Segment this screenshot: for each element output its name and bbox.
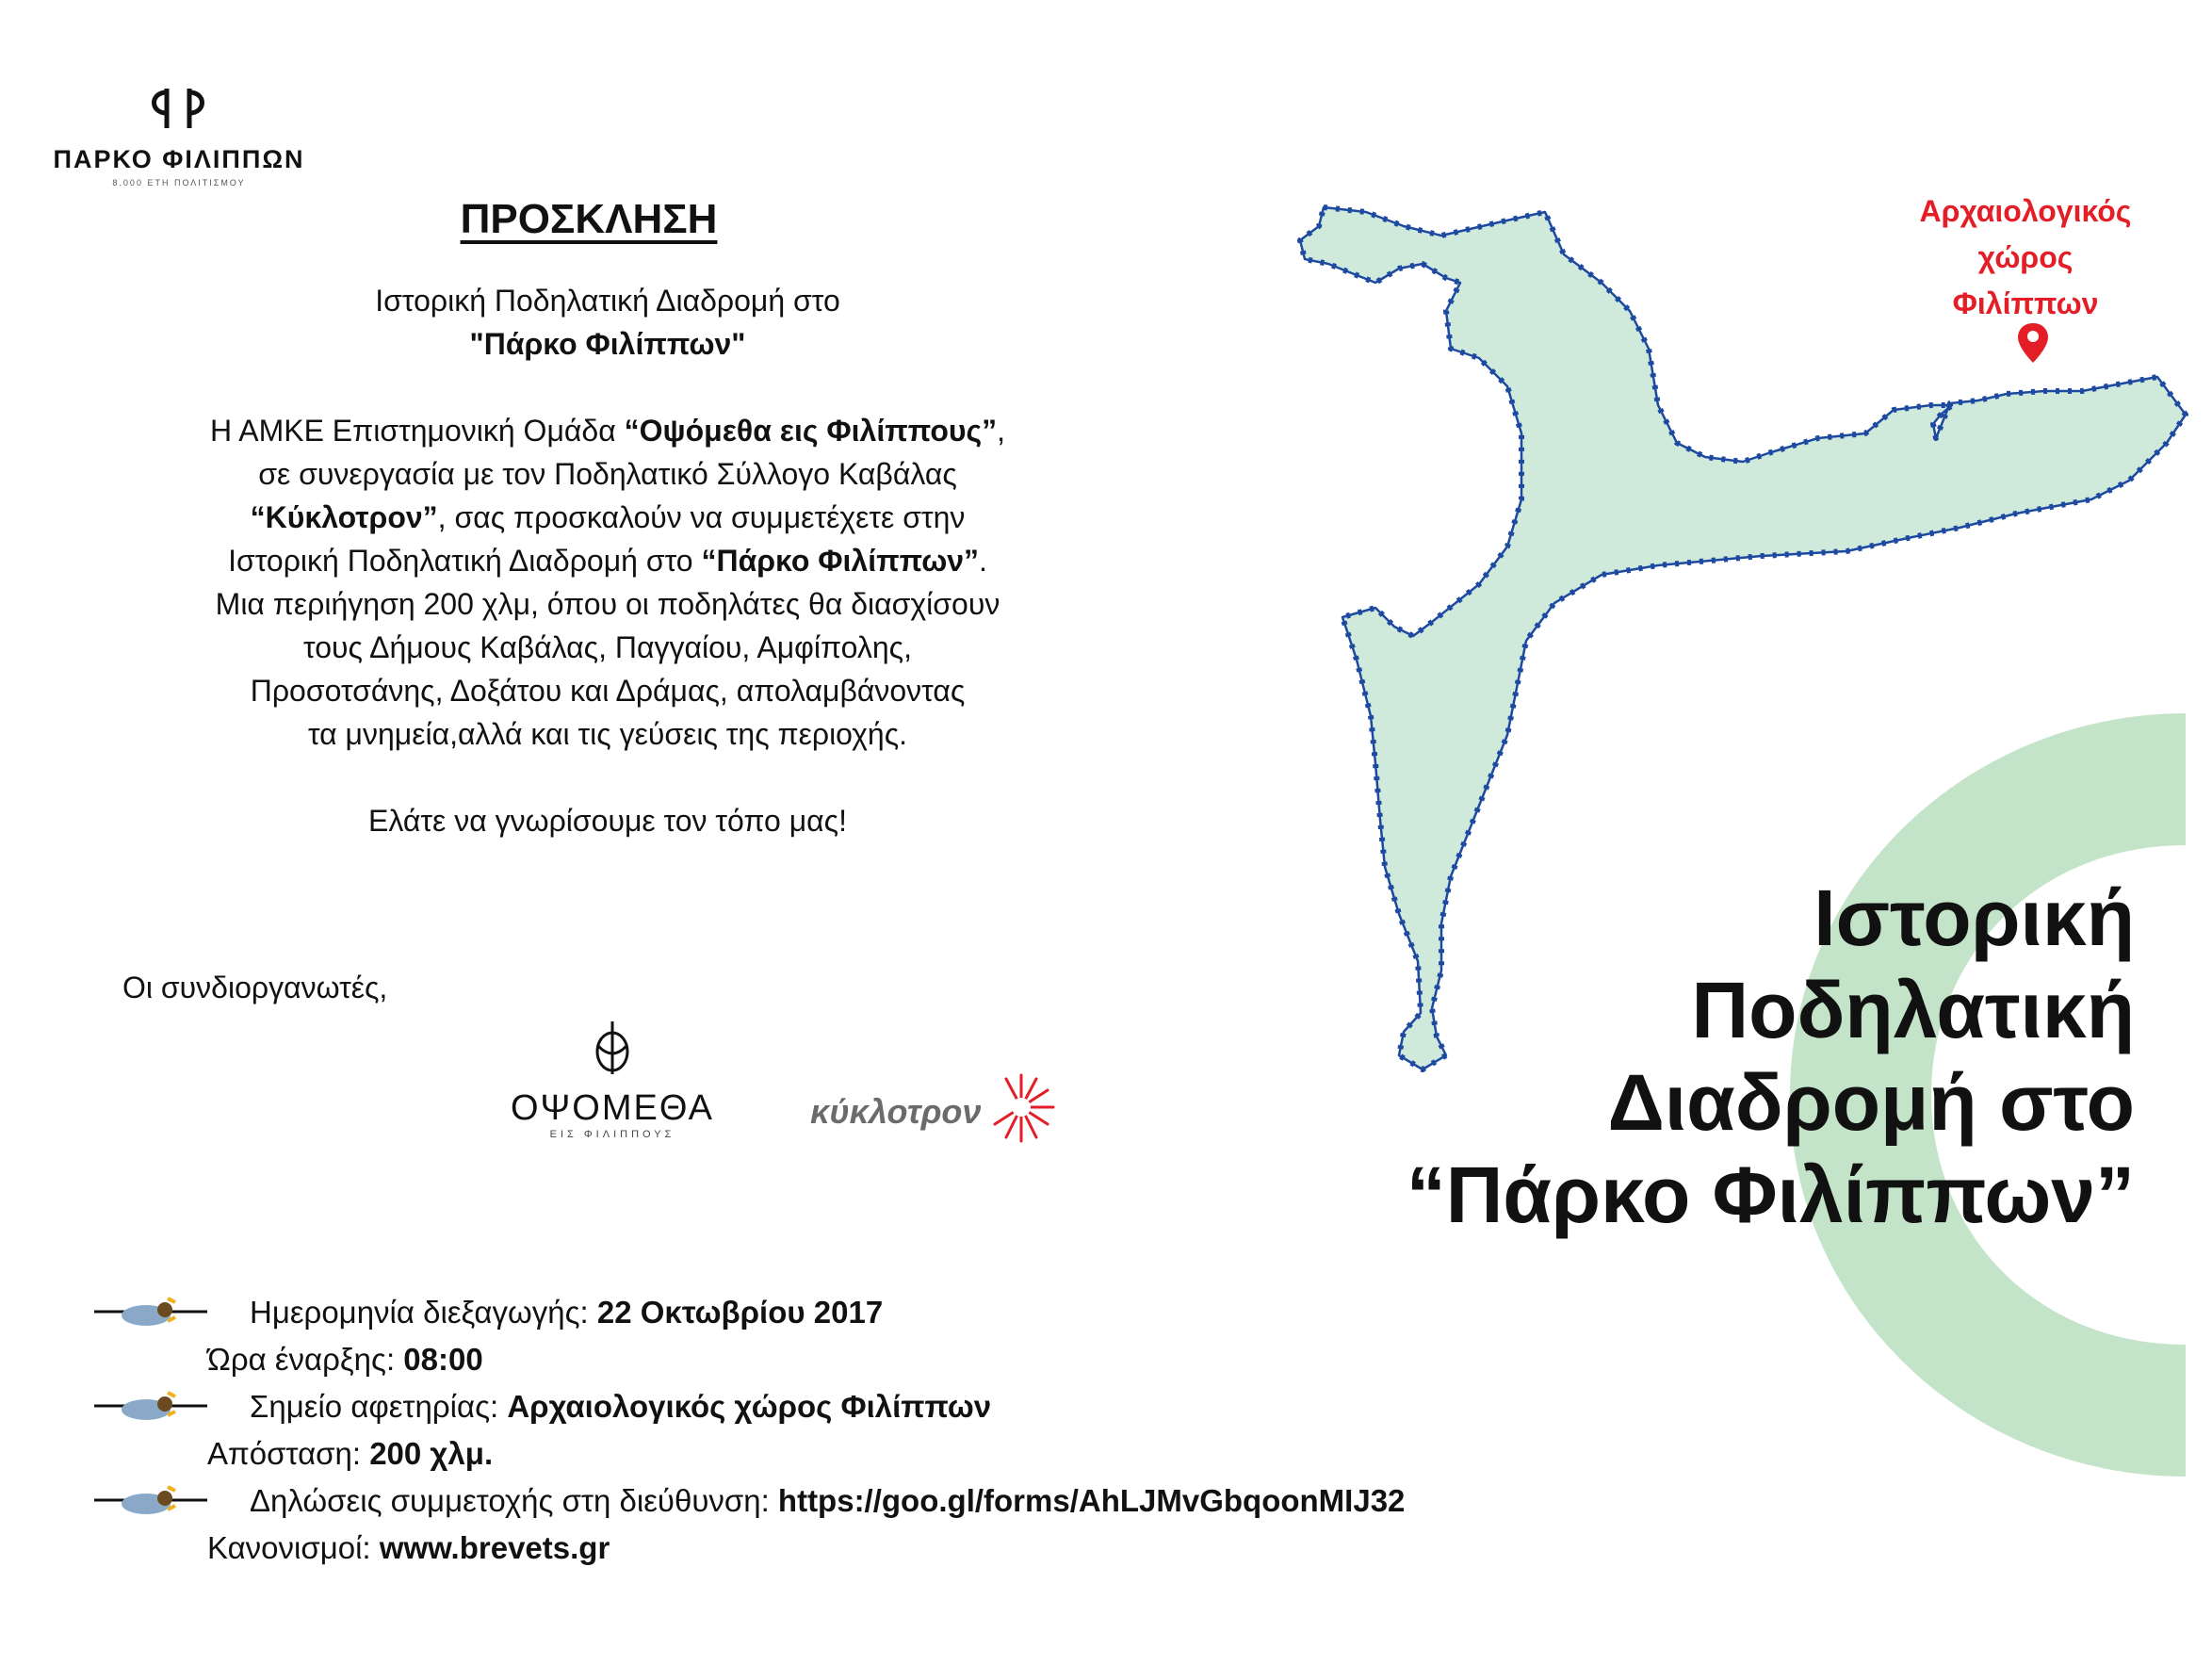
para-line-1: Η ΑΜΚΕ Επιστημονική Ομάδα “Οψόμεθα εις Φιλίππους”, [209, 414, 1006, 448]
para-line-3: “Κύκλοτρον”, σας προσκαλούν να συμμετέχετε στην [250, 500, 966, 534]
event-title [1407, 872, 2135, 1241]
rules-link[interactable]: www.brevets.gr [379, 1530, 610, 1565]
cyclist-icon [94, 1387, 207, 1425]
para-line-5: Μια περιήγηση 200 χλμ, όπου οι ποδηλάτες θα διασχίσουν [215, 587, 1000, 621]
title-line-3: Διαδρομή στο [1607, 1058, 2135, 1147]
location-pin-icon [2018, 323, 2048, 363]
opsometha-subtitle: ΕΙΣ ΦΙΛΙΠΠΟΥΣ [549, 1129, 675, 1140]
title-line-2: Ποδηλατική [1691, 966, 2135, 1054]
park-name: ΠΑΡΚΟ ΦΙΛΙΠΠΩΝ [53, 145, 305, 173]
invitation-block [94, 198, 1121, 842]
para-line-2: σε συνεργασία με τον Ποδηλατικό Σύλλογο Καβάλας [258, 457, 957, 491]
park-monogram-icon [146, 85, 212, 132]
site-label-line-3: Φιλίππων [1952, 286, 2099, 320]
title-line-4: “Πάρκο Φιλίππων” [1406, 1151, 2135, 1239]
site-label [1894, 188, 2157, 327]
park-tagline: 8.000 ΕΤΗ ΠΟΛΙΤΙΣΜΟΥ [112, 178, 246, 188]
cyclist-icon [94, 1481, 207, 1519]
para-line-7: Προσοτσάνης, Δοξάτου και Δράμας, απολαμβάνοντας [250, 674, 966, 708]
title-line-1: Ιστορική [1814, 873, 2135, 962]
organizers-label: Οι συνδιοργανωτές, [122, 971, 388, 1004]
invitation-heading: ΠΡΟΣΚΛΗΣΗ [460, 196, 718, 242]
invitation-paragraph [94, 409, 1121, 756]
kyklotron-burst-icon [987, 1069, 1055, 1145]
para-line-8: τα μνημεία,αλλά και τις γεύσεις της περιοχής. [307, 717, 908, 751]
kyklotron-logo [810, 1069, 1055, 1154]
cyclist-icon [94, 1293, 207, 1330]
opsometha-face-icon [589, 1018, 636, 1080]
kyklotron-name: κύκλοτρον [810, 1092, 982, 1131]
opsometha-logo [509, 1018, 716, 1140]
closing-line: Ελάτε να γνωρίσουμε τον τόπο μας! [368, 804, 847, 838]
registration-link[interactable]: https://goo.gl/forms/AhLJMvGbqoonMIJ32 [777, 1483, 1406, 1518]
park-logo [38, 85, 320, 188]
opsometha-title: ΟΨΟΜΕΘΑ [510, 1088, 715, 1128]
site-label-line-2: χώρος [1977, 240, 2074, 274]
para-line-6: τους Δήμους Καβάλας, Παγγαίου, Αμφίπολης, [303, 630, 912, 664]
site-label-line-1: Αρχαιολογικός [1919, 194, 2132, 228]
subtitle-line-2: "Πάρκο Φιλίππων" [469, 327, 746, 361]
invitation-subtitle [94, 279, 1121, 366]
para-line-4: Ιστορική Ποδηλατική Διαδρομή στο “Πάρκο Φιλίππων”. [228, 544, 987, 578]
subtitle-line-1: Ιστορική Ποδηλατική Διαδρομή στο [375, 284, 840, 318]
